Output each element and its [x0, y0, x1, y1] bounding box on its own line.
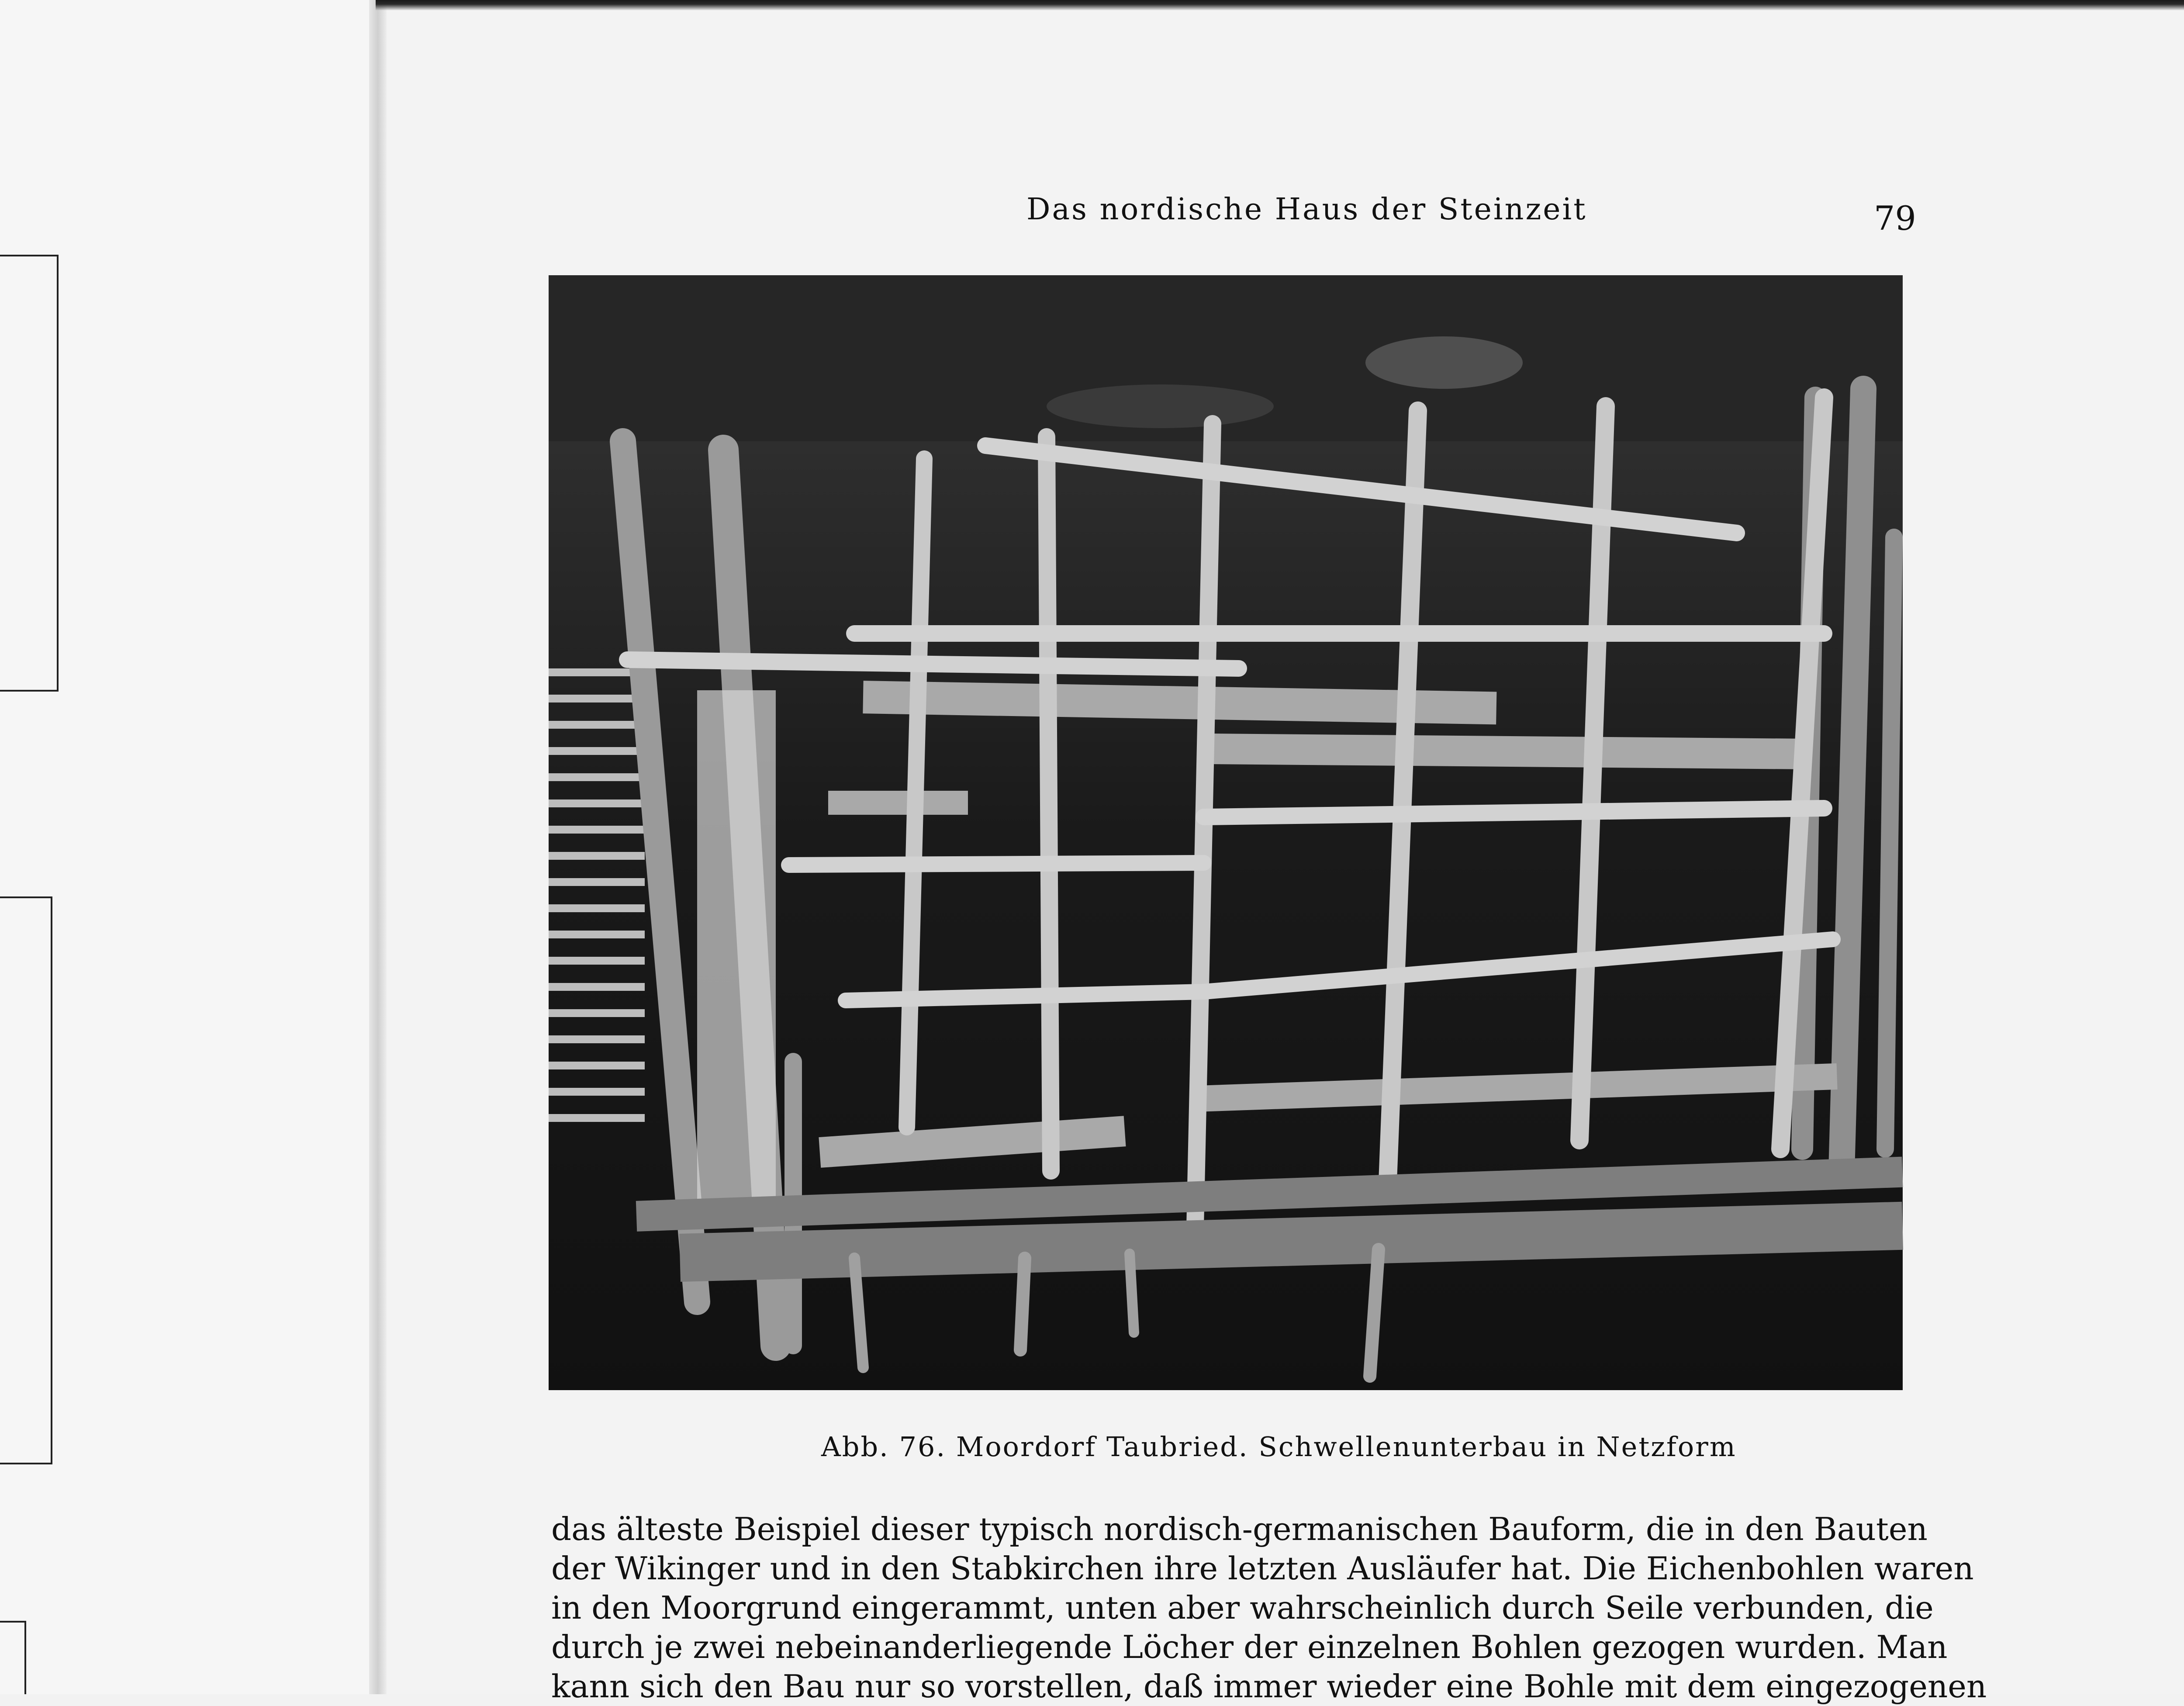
- book-gutter: [369, 0, 387, 1694]
- figure-photograph: [549, 275, 1903, 1390]
- body-line: das älteste Beispiel dieser typisch nordisch-germanischen Bauform, die in den Bauten: [551, 1511, 1928, 1547]
- scan-edge-shadow: [376, 0, 2184, 10]
- body-line: in den Moorgrund eingerammt, unten aber wahrscheinlich durch Seile verbunden, die: [551, 1589, 1934, 1626]
- running-head: Das nordische Haus der Steinzeit: [1026, 192, 1587, 227]
- body-line: der Wikinger und in den Stabkirchen ihre letzten Ausläufer hat. Die Eichenbohlen waren: [551, 1550, 1974, 1587]
- body-line-cut-off: [551, 1667, 1897, 1684]
- left-facing-page: [0, 0, 376, 1694]
- body-line: durch je zwei nebeinanderliegende Löcher der einzelnen Bohlen gezogen wurden. Man: [551, 1629, 1948, 1665]
- timber-grid-photo: [549, 275, 1903, 1390]
- left-page-frame-top: [0, 255, 59, 692]
- page-number: 79: [1874, 199, 1916, 238]
- left-page-frame-bottom: [0, 896, 52, 1464]
- figure-caption: Abb. 76. Moordorf Taubried. Schwellenunterbau in Netzform: [821, 1431, 1737, 1463]
- body-text: [551, 1509, 1974, 1684]
- left-page-frame-corner: [0, 1621, 26, 1694]
